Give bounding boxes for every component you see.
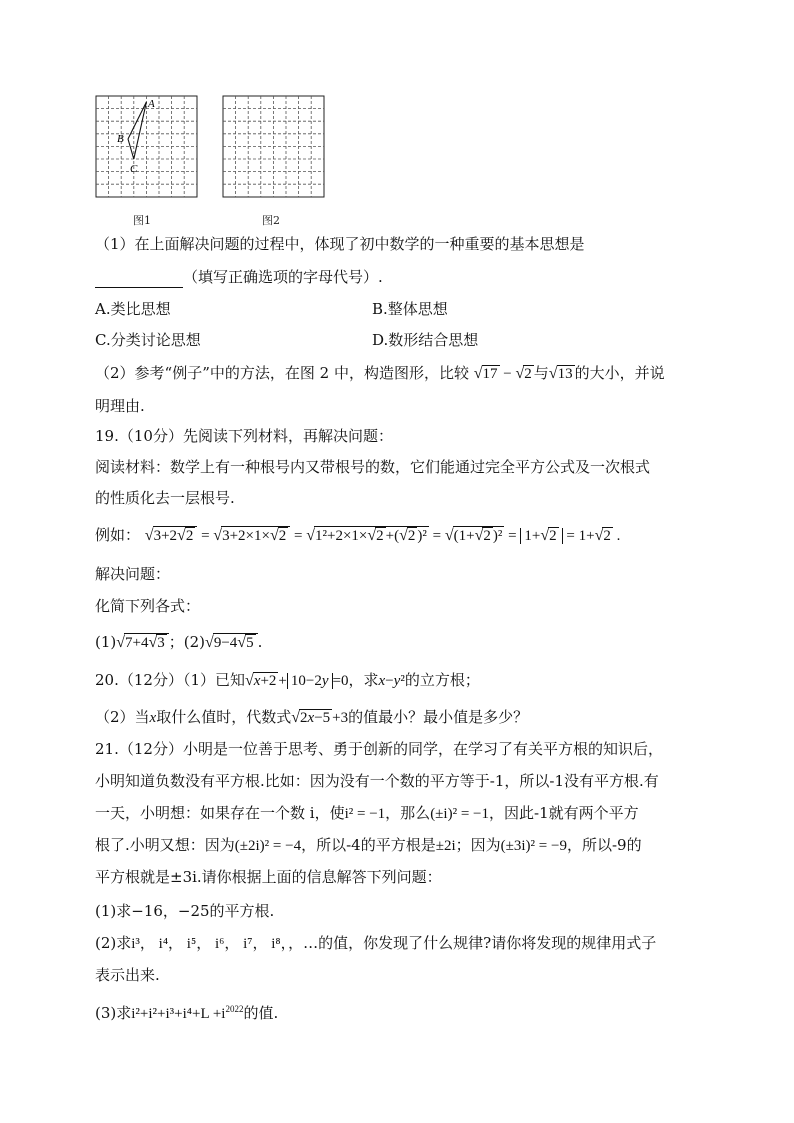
q20-part2-b: 取什么值时，代数式	[156, 708, 292, 726]
q20-part2	[95, 706, 528, 729]
q21-line3	[95, 802, 639, 825]
q19-title: 19.（10分）先阅读下列材料，再解决问题：	[95, 427, 393, 445]
var-x: x	[149, 710, 157, 726]
item-1-label: (1)	[95, 633, 117, 651]
q21-p3-b: 的值.	[243, 1004, 279, 1022]
q19-simplify: 化简下列各式：	[95, 597, 201, 615]
q18-part2-text-c: 的大小，并说	[574, 364, 665, 382]
q21-line3-c: ，因此-1就有两个平方	[489, 804, 639, 822]
q21-line2: 小明知道负数没有平方根.比如：因为没有一个数的平方等于-1，所以-1没有平方根.有	[95, 772, 659, 790]
point-b-label: B	[117, 133, 124, 145]
point-a-label: A	[148, 98, 155, 110]
expr-sqrt13: √13	[548, 365, 573, 382]
q18-part1-line2	[95, 266, 383, 288]
expr-pm-2i: (±2i)² = −4	[234, 838, 302, 854]
q20-text-a: 20.（12分）（1）已知	[95, 671, 245, 689]
expr-q20-min: √2x−5 +3	[291, 709, 349, 726]
q21-line4-c: ；因为	[455, 836, 501, 854]
option-c[interactable]: C.分类讨论思想	[95, 331, 201, 349]
figure-1	[95, 95, 199, 204]
q21-p3-a: (3)求	[95, 1004, 132, 1022]
q21-line4	[95, 834, 642, 857]
q21-line4-d: ，所以-9的	[566, 836, 642, 854]
figure-2	[222, 95, 326, 204]
expr-pm-i-squared: (±i)² = −1	[430, 806, 489, 822]
grid-figure-1	[95, 95, 199, 200]
expr-sqrt17-minus-sqrt2: √17 − √2	[473, 365, 532, 382]
expr-i-squared: i² = −1	[344, 806, 386, 822]
q18-part1-line1: （1）在上面解决问题的过程中，体现了初中数学的一种重要的基本思想是	[95, 235, 585, 253]
q20-part2-a: （2）当	[95, 708, 150, 726]
q21-line1: 21.（12分）小明是一位善于思考、勇于创新的同学，在学习了有关平方根的知识后，	[95, 740, 663, 758]
q19-solve: 解决问题：	[95, 565, 171, 583]
expr-i-powers: i³， i⁴， i⁵， i⁶， i⁷， i⁸，	[131, 936, 289, 952]
q21-p2-line2: 表示出来.	[95, 966, 160, 984]
q18-part2-text-a: （2）参考“例子”中的方法，在图 2 中，构造图形，比较	[95, 364, 469, 382]
figure-1-caption: 图1	[133, 214, 151, 227]
answer-blank[interactable]	[95, 271, 183, 288]
q21-p2-a: (2)求	[95, 934, 132, 952]
q21-line3-a: 一天，小明想：如果存在一个数 i，使	[95, 804, 345, 822]
q21-line4-b: ，所以-4的平方根是	[301, 836, 436, 854]
q21-p1: (1)求−16，−25的平方根.	[95, 902, 275, 920]
q21-p2-b: ，…的值，你发现了什么规律?请你将发现的规律用式子	[288, 934, 657, 952]
q21-line4-a: 根了.小明又想：因为	[95, 836, 235, 854]
option-d[interactable]: D.数形结合思想	[372, 331, 479, 349]
expr-pm2i: ±2i	[435, 838, 456, 854]
figure-2-caption: 图2	[262, 214, 280, 227]
q20-title	[95, 669, 480, 692]
q19-material-2: 的性质化去一层根号.	[95, 489, 235, 507]
q20-text-b: ，求	[348, 671, 379, 689]
q21-line5: 平方根就是±3i.请你根据上面的信息解答下列问题：	[95, 868, 442, 886]
option-b[interactable]: B.整体思想	[372, 300, 448, 318]
items-end: .	[257, 633, 263, 651]
q21-p3	[95, 998, 278, 1025]
example-label: 例如：	[95, 526, 141, 544]
q18-part2-text-b: 与	[533, 364, 549, 382]
expr-item-1: √7+4√3	[116, 635, 169, 651]
q21-line3-b: ，那么	[385, 804, 431, 822]
q19-material-1: 阅读材料：数学上有一种根号内又带根号的数，它们能通过完全平方公式及一次根式	[95, 458, 651, 476]
q21-p2	[95, 932, 656, 955]
q18-part2-line1	[95, 362, 665, 385]
point-c-label: C	[130, 163, 138, 175]
expr-item-2: √9−4√5	[205, 635, 258, 651]
q18-part1-line2-text: （填写正确选项的字母代号）.	[183, 268, 383, 286]
q19-items	[95, 631, 262, 654]
example-formula: √3+2√2 = √3+2×1×√2 = √1²+2×1×√2 +(√2 )² = √(1+√2 )² = 1+√2 = 1+√2 .	[144, 527, 621, 544]
grid-figure-2	[222, 95, 326, 200]
expr-q20-condition: √x+2 + 10−2y =0	[245, 672, 349, 689]
q20-text-c: 的立方根；	[404, 671, 480, 689]
expr-pm-3i: (±3i)² = −9	[500, 838, 567, 854]
item-2-label: ；(2)	[168, 633, 206, 651]
option-a[interactable]: A.类比思想	[95, 300, 171, 318]
expr-x-minus-y2: x−y²	[378, 673, 405, 689]
q18-part2-line2: 明理由.	[95, 397, 145, 415]
expr-i-sum: $i^2+i^2+i^3+i^4+L +i^{2022}$	[131, 1004, 244, 1022]
q20-part2-c: 的值最小？最小值是多少？	[348, 708, 529, 726]
q19-example	[95, 524, 620, 547]
